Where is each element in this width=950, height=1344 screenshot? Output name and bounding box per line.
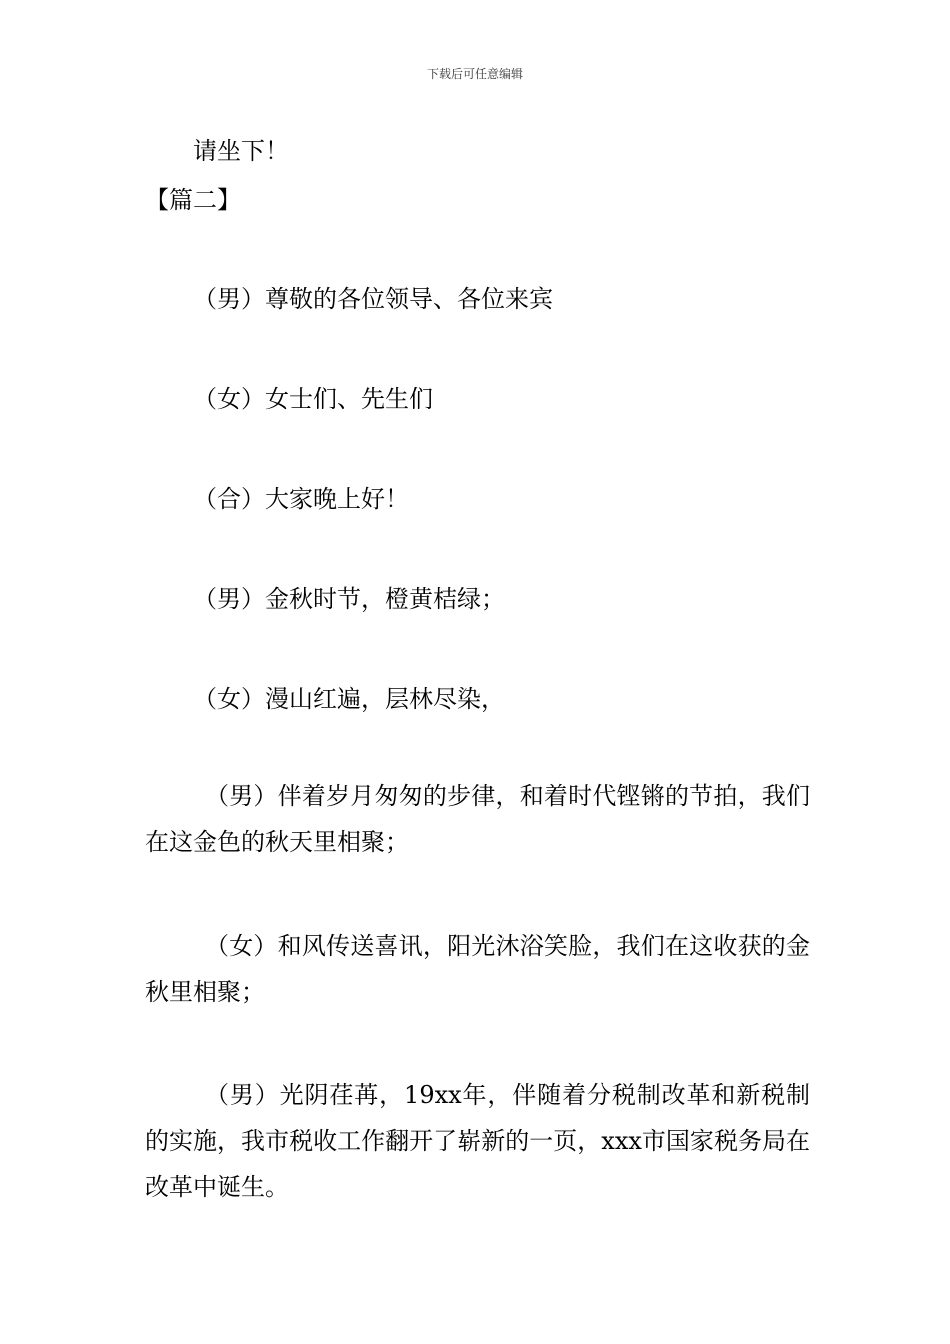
dialogue-paragraph: （男）光阴荏苒，19xx年，伴随着分税制改革和新税制的实施，我市税收工作翻开了崭新的一页，xxx市国家税务局在改革中诞生。 [145,1081,810,1201]
dialogue-line: （合）大家晚上好！ [193,485,409,513]
dialogue-line: （女）女士们、先生们 [193,385,433,413]
dialogue-paragraph: （男）伴着岁月匆匆的步律，和着时代铿锵的节拍，我们在这金色的秋天里相聚； [145,782,810,856]
dialogue-paragraph: （女）和风传送喜讯，阳光沐浴笑脸，我们在这收获的金秋里相聚； [145,932,810,1006]
section-title: 【篇二】 [145,186,241,214]
dialogue-line: （男）尊敬的各位领导、各位来宾 [193,285,553,313]
closing-line: 请坐下！ [193,137,289,165]
dialogue-line: （男）金秋时节，橙黄桔绿； [193,585,505,613]
page-header-note: 下载后可任意编辑 [426,67,523,81]
dialogue-line: （女）漫山红遍，层林尽染， [193,685,505,713]
